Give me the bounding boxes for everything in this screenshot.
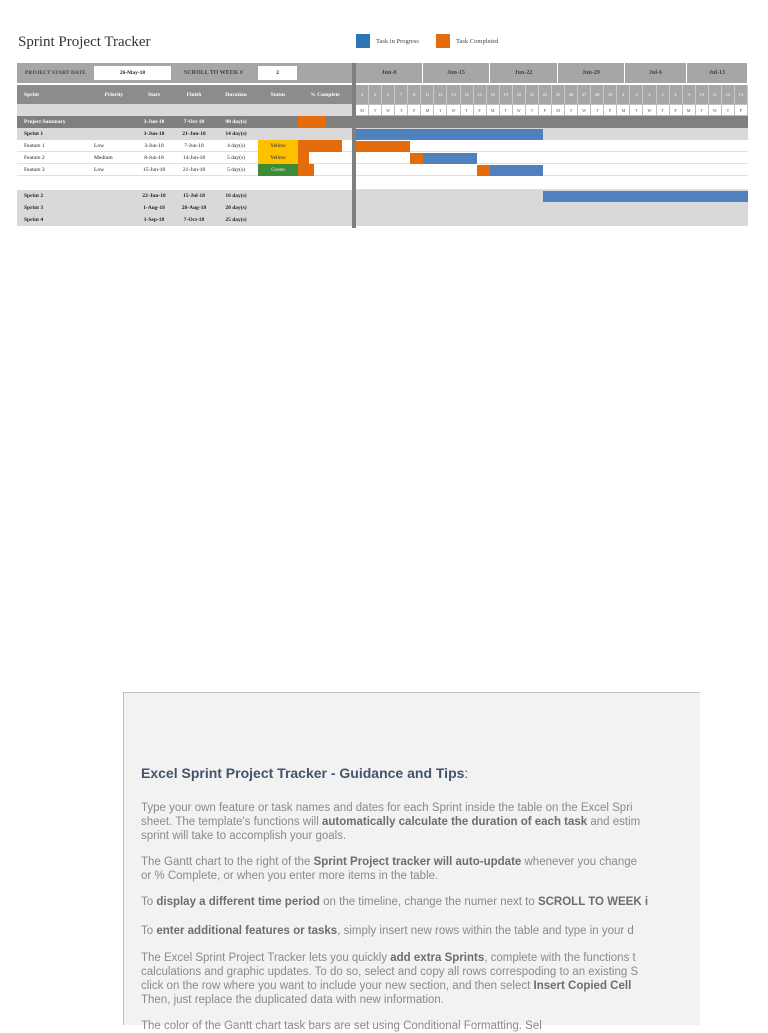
- day-letter: T: [461, 104, 474, 116]
- day-number: 9: [683, 85, 696, 104]
- day-letter: F: [408, 104, 421, 116]
- cell-start: 1-Sep-18: [143, 217, 165, 223]
- cell-priority: Low: [94, 143, 105, 149]
- gantt-row: [356, 190, 748, 202]
- day-letter: W: [643, 104, 656, 116]
- cell-start: 3-Jun-18: [143, 119, 165, 125]
- day-letter: F: [539, 104, 552, 116]
- day-number: 15: [474, 85, 487, 104]
- day-letter: M: [552, 104, 565, 116]
- gantt-row: [356, 214, 748, 226]
- table-row[interactable]: [17, 140, 352, 152]
- day-number: 12: [722, 85, 735, 104]
- week-header: Jun-8: [356, 63, 423, 83]
- blank-row: [17, 176, 352, 190]
- legend-swatch-completed: [436, 34, 450, 48]
- day-number: 28: [591, 85, 604, 104]
- week-header: Jul-6: [625, 63, 687, 83]
- day-number: 5: [657, 85, 670, 104]
- cell-sprint: Sprint 4: [24, 217, 44, 223]
- day-letter: M: [683, 104, 696, 116]
- day-number: 11: [709, 85, 722, 104]
- day-letter: T: [434, 104, 447, 116]
- day-number: 7: [395, 85, 408, 104]
- day-number: 6: [670, 85, 683, 104]
- project-settings-bar: [17, 63, 352, 83]
- day-number: 5: [369, 85, 382, 104]
- cell-start: 15-Jun-18: [142, 167, 166, 173]
- page-title: Sprint Project Tracker: [18, 34, 151, 50]
- percent-complete-bar: [298, 140, 342, 152]
- day-letter: W: [382, 104, 395, 116]
- day-letter: T: [591, 104, 604, 116]
- day-letter: W: [709, 104, 722, 116]
- day-number: 14: [461, 85, 474, 104]
- cell-sprint: Project Summary: [24, 119, 66, 125]
- cell-finish: 7-Oct-18: [183, 119, 205, 125]
- gantt-bar-in-progress[interactable]: [356, 129, 543, 140]
- table-row[interactable]: [17, 116, 352, 128]
- gantt-row: [356, 202, 748, 214]
- cell-duration: 16 day(s): [225, 193, 247, 199]
- guidance-paragraph: Type your own feature or task names and dates for each Sprint inside the table on the Excel Spri sheet. The template's functions will automatically calculate the duration of each task and estim sprint will take to accomplish your goals.: [141, 802, 641, 842]
- day-letter: M: [487, 104, 500, 116]
- day-number: 21: [526, 85, 539, 104]
- status-badge[interactable]: Yellow: [258, 140, 298, 152]
- gantt-row: [356, 140, 748, 152]
- cell-finish: 7-Oct-18: [183, 217, 205, 223]
- gantt-bar-in-progress[interactable]: [543, 191, 748, 202]
- cell-sprint: Sprint 1: [24, 131, 44, 137]
- week-header: Jul-13: [687, 63, 748, 83]
- status-badge[interactable]: Yellow: [258, 152, 298, 164]
- day-letter: W: [513, 104, 526, 116]
- table-row[interactable]: [17, 128, 352, 140]
- cell-finish: 7-Jun-18: [184, 143, 204, 149]
- col-duration[interactable]: Duration: [225, 91, 247, 98]
- day-number: 6: [382, 85, 395, 104]
- day-letter: M: [617, 104, 630, 116]
- gantt-row: [356, 164, 748, 176]
- cell-finish: 28-Aug-18: [181, 205, 207, 211]
- col-percent-complete[interactable]: % Complete: [310, 91, 340, 98]
- cell-sprint: Feature 2: [24, 155, 45, 161]
- table-row[interactable]: [17, 202, 352, 214]
- gantt-row: [356, 116, 748, 128]
- week-header: Jun-15: [423, 63, 490, 83]
- cell-duration: 20 day(s): [225, 205, 247, 211]
- percent-complete-bar: [298, 152, 309, 164]
- col-status[interactable]: Status: [270, 91, 286, 98]
- gantt-row: [356, 176, 748, 190]
- table-row[interactable]: [17, 190, 352, 202]
- day-letter: T: [526, 104, 539, 116]
- cell-start: 22-Jun-18: [142, 193, 166, 199]
- day-letter: T: [565, 104, 578, 116]
- cell-duration: 4 day(s): [227, 143, 245, 149]
- gantt-row: [356, 128, 748, 140]
- gantt-bar-in-progress[interactable]: [423, 153, 477, 164]
- day-letter: T: [722, 104, 735, 116]
- cell-sprint: Feature 1: [24, 143, 45, 149]
- cell-duration: 25 day(s): [225, 217, 247, 223]
- cell-duration: 5 day(s): [227, 155, 245, 161]
- day-number: 20: [513, 85, 526, 104]
- percent-complete-bar: [298, 164, 314, 176]
- table-row[interactable]: [17, 152, 352, 164]
- project-start-date-label: PROJECT START DATE: [25, 70, 86, 76]
- table-header: [17, 85, 352, 104]
- cell-finish: 21-Jun-18: [182, 131, 206, 137]
- col-sprint[interactable]: Sprint: [24, 91, 39, 98]
- day-letter: T: [657, 104, 670, 116]
- guidance-paragraph: To enter additional features or tasks, simply insert new rows within the table and type in your d: [141, 925, 634, 937]
- day-number: 12: [434, 85, 447, 104]
- guidance-paragraph: The Gantt chart to the right of the Sprint Project tracker will auto-update whenever you change or % Complete, or when you enter more items in the table.: [141, 856, 638, 882]
- col-finish[interactable]: Finish: [186, 91, 202, 98]
- day-letter: M: [421, 104, 434, 116]
- guidance-title: Excel Sprint Project Tracker - Guidance and Tips:: [141, 765, 469, 781]
- day-number: 19: [500, 85, 513, 104]
- cell-sprint: Sprint 3: [24, 205, 44, 211]
- gantt-bar-completed[interactable]: [410, 153, 423, 164]
- cell-finish: 15-Jul-18: [183, 193, 205, 199]
- day-number: 25: [552, 85, 565, 104]
- day-number: 13: [735, 85, 748, 104]
- cell-sprint: Sprint 2: [24, 193, 44, 199]
- guidance-paragraph: The color of the Gantt chart task bars are set using Conditional Formatting. Sel: [141, 1020, 542, 1032]
- scroll-to-week-label: SCROLL TO WEEK #: [184, 70, 243, 76]
- week-header: Jun-22: [490, 63, 558, 83]
- table-row[interactable]: [17, 214, 352, 226]
- day-letter: T: [630, 104, 643, 116]
- day-number: 18: [487, 85, 500, 104]
- day-number: 13: [447, 85, 460, 104]
- cell-duration: 14 day(s): [225, 131, 247, 137]
- day-number: 26: [565, 85, 578, 104]
- legend-swatch-in-progress: [356, 34, 370, 48]
- day-letter: T: [369, 104, 382, 116]
- percent-complete-bar: [298, 116, 326, 128]
- col-priority[interactable]: Priority: [104, 91, 124, 98]
- day-letter: F: [735, 104, 748, 116]
- cell-duration: 5 day(s): [227, 167, 245, 173]
- day-number: 2: [617, 85, 630, 104]
- cell-start: 3-Jun-18: [144, 143, 164, 149]
- spacer-row: [17, 104, 352, 116]
- legend-in-progress: [356, 34, 419, 48]
- gantt-bar-completed[interactable]: [356, 141, 410, 152]
- cell-finish: 14-Jun-18: [182, 155, 206, 161]
- col-start[interactable]: Start: [148, 91, 160, 98]
- day-letter: W: [578, 104, 591, 116]
- legend-completed: [436, 34, 498, 48]
- cell-duration: 90 day(s): [225, 119, 247, 125]
- day-number: 3: [630, 85, 643, 104]
- day-letter: F: [474, 104, 487, 116]
- day-letter: F: [604, 104, 617, 116]
- legend-label-in-progress: Task in Progress: [376, 37, 419, 45]
- cell-priority: Medium: [94, 155, 113, 161]
- cell-sprint: Feature 3: [24, 167, 45, 173]
- day-letter: W: [447, 104, 460, 116]
- day-number: 11: [421, 85, 434, 104]
- day-number: 8: [408, 85, 421, 104]
- day-letter: T: [395, 104, 408, 116]
- status-badge[interactable]: Green: [258, 164, 298, 176]
- cell-priority: Low: [94, 167, 105, 173]
- scroll-to-week-input[interactable]: 2: [258, 66, 297, 80]
- day-letter: T: [500, 104, 513, 116]
- guidance-paragraph: The Excel Sprint Project Tracker lets you quickly add extra Sprints, complete with the functions t calculations and graphic updates. To do so, select and copy all rows correspoding to an existing S click on the row where you want to include your new section, and then select Insert Copied Cell Then, just replace the duplicated data with new information.: [141, 952, 639, 1006]
- day-number: 4: [643, 85, 656, 104]
- cell-start: 8-Jun-18: [144, 155, 164, 161]
- cell-start: 1-Aug-18: [143, 205, 165, 211]
- day-number: 10: [696, 85, 709, 104]
- day-number: 4: [356, 85, 369, 104]
- gantt-bar-in-progress[interactable]: [490, 165, 543, 176]
- day-letter: T: [696, 104, 709, 116]
- day-number: 27: [578, 85, 591, 104]
- project-start-date-input[interactable]: 26-May-18: [94, 66, 171, 80]
- day-letter: F: [670, 104, 683, 116]
- day-letter: M: [356, 104, 369, 116]
- guidance-paragraph: To display a different time period on the timeline, change the numer next to SCROLL TO WEEK i: [141, 896, 649, 908]
- cell-finish: 21-Jun-18: [182, 167, 206, 173]
- week-header: Jun-29: [558, 63, 625, 83]
- gantt-bar-completed[interactable]: [477, 165, 490, 176]
- day-number: 29: [604, 85, 617, 104]
- gantt-row: [356, 152, 748, 164]
- day-number: 22: [539, 85, 552, 104]
- cell-start: 3-Jun-18: [143, 131, 165, 137]
- guidance-panel: [123, 692, 700, 1032]
- legend-label-completed: Task Completed: [456, 37, 499, 45]
- table-row[interactable]: [17, 164, 352, 176]
